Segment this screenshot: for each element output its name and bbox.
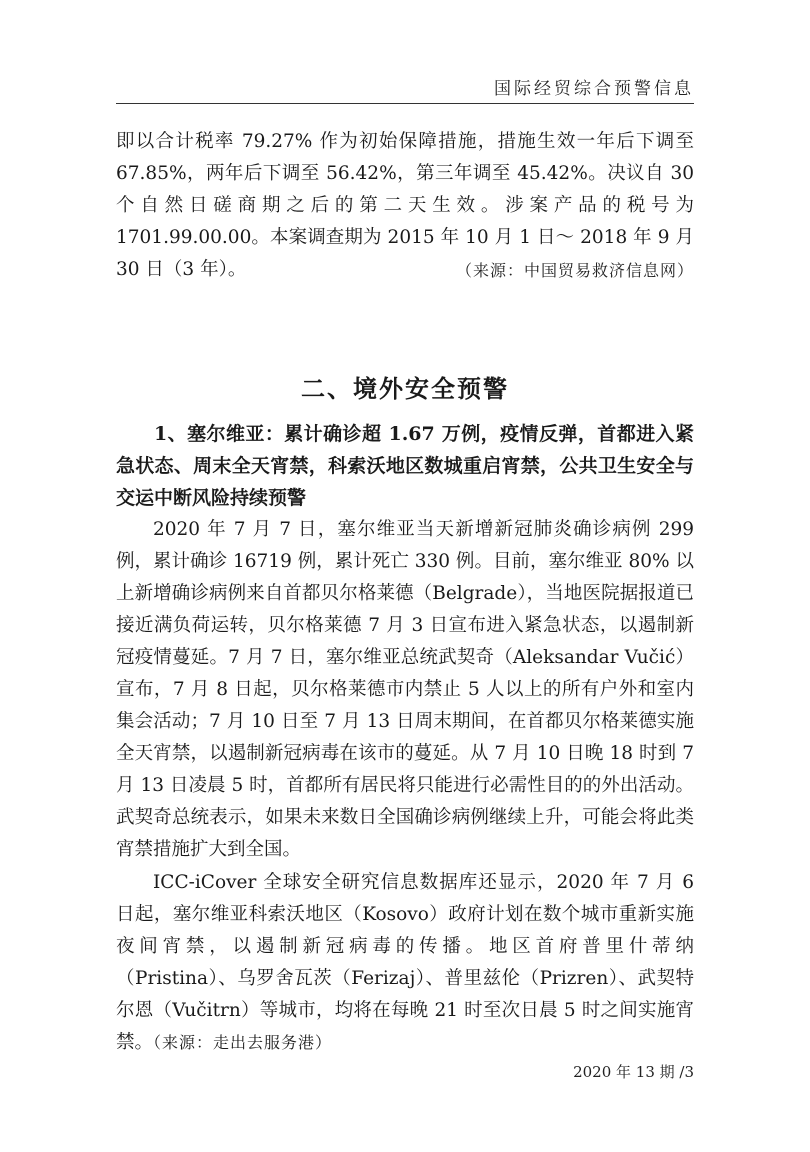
item-paragraph-2 (116, 867, 694, 1059)
intro-paragraph: 即以合计税率 79.27% 作为初始保障措施，措施生效一年后下调至 67.85%，两年后下调至 56.42%，第三年调至 45.42%。决议自 30 个自然日磋商期之后的第二天生效。涉案产品的税号为 1701.99.00.00。本案调查期为 2015 年 10 月 1 日～ 2018 年 9 月 30 日（3 年）。 (116, 131, 694, 280)
item-paragraph-2-text: ICC-iCover 全球安全研究信息数据库还显示，2020 年 7 月 6 日起，塞尔维亚科索沃地区（Kosovo）政府计划在数个城市重新实施夜间宵禁，以遏制新冠病毒的传播。地区首府普里什蒂纳（Pristina）、乌罗舍瓦茨（Ferizaj）、普里兹伦（Prizren）、武契特尔恩（Vučitrn）等城市，均将在每晚 21 时至次日晨 5 时之间实施宵禁。 (116, 872, 694, 1053)
item-paragraph-1: 2020 年 7 月 7 日，塞尔维亚当天新增新冠肺炎确诊病例 299 例，累计确诊 16719 例，累计死亡 330 例。目前，塞尔维亚 80% 以上新增确诊病例来自首都贝尔格莱德（Belgrade），当地医院据报道已接近满负荷运转，贝尔格莱德 7 月 3 日宣布进入紧急状态，以遏制新冠疫情蔓延。7 月 7 日，塞尔维亚总统武契奇（Aleksandar Vučić）宣布，7 月 8 日起，贝尔格莱德市内禁止 5 人以上的所有户外和室内集会活动；7 月 10 日至 7 月 13 日周末期间，在首都贝尔格莱德实施全天宵禁，以遏制新冠病毒在该市的蔓延。从 7 月 10 日晚 18 时到 7 月 13 日凌晨 5 时，首都所有居民将只能进行必需性目的的外出活动。武契奇总统表示，如果未来数日全国确诊病例继续上升，可能会将此类宵禁措施扩大到全国。 (116, 519, 694, 860)
header-divider (116, 103, 694, 104)
running-header-title: 国际经贸综合预警信息 (494, 79, 694, 99)
intro-source: （来源：中国贸易救济信息网） (455, 261, 694, 280)
section-title: 二、境外安全预警 (301, 375, 509, 403)
page-number: 2020 年 13 期 /3 (573, 1063, 694, 1081)
item-source: （来源：走出去服务港） (153, 1033, 333, 1052)
item-title: 1、塞尔维亚：累计确诊超 1.67 万例，疫情反弹，首都进入紧急状态、周末全天宵禁，科索沃地区数城重启宵禁，公共卫生安全与交运中断风险持续预警 (116, 423, 694, 509)
